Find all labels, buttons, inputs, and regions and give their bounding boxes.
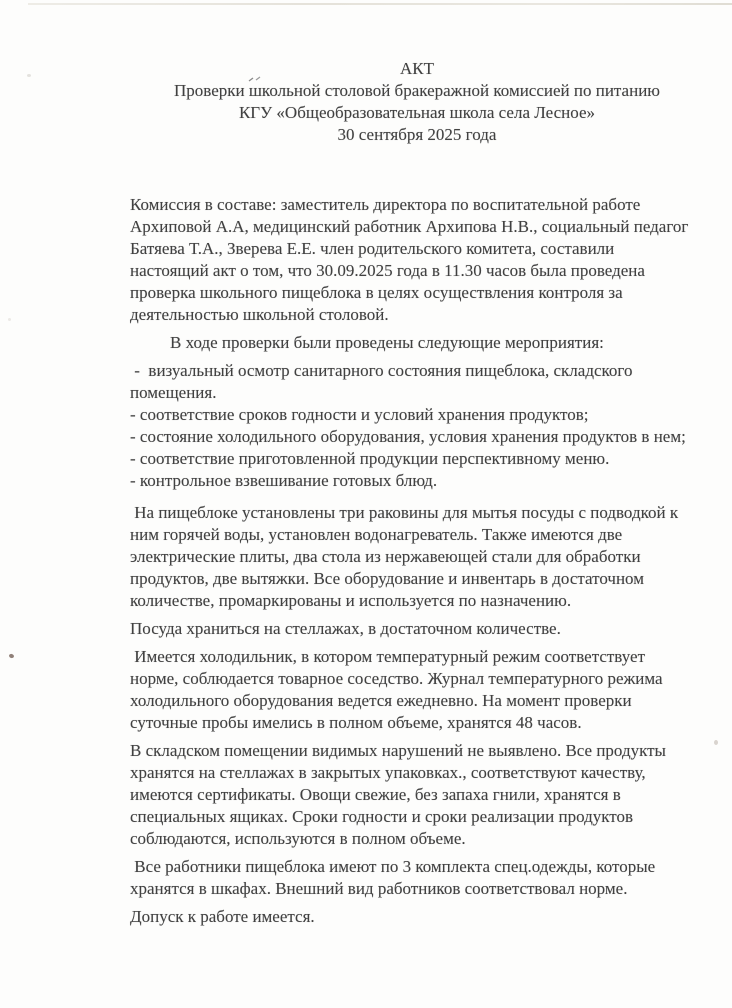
document-content [130,58,704,928]
text-line: соблюдаются, используются в полном объеме. [130,829,466,848]
paragraph-events-intro [130,332,704,354]
text-line: хранятся в шкафах. Внешний вид работников соответствовал норме. [130,879,628,898]
list-item: - соответствие сроков годности и условий хранения продуктов; [130,405,589,424]
title-line-subject: Проверки школьной столовой бракеражной комиссией по питанию [173,81,660,100]
list-item: помещения. [130,383,217,402]
text-line: продуктов, две вытяжки. Все оборудование и инвентарь в достаточном [130,569,644,588]
text-line: проверка школьного пищеблока в целях осуществления контроля за [130,283,623,302]
list-item: - соответствие приготовленной продукции перспективному меню. [130,449,610,468]
scan-speck [8,318,11,321]
text-line: Архиповой А.А, медицинский работник Архипова Н.В., социальный педагог [130,217,689,236]
text-line: ним горячей воды, установлен водонагреватель. Также имеются две [130,525,623,544]
text-line: холодильного оборудования ведется ежедневно. На момент проверки [130,691,632,710]
paragraph-fridge [130,646,704,734]
list-item: - контрольное взвешивание готовых блюд. [130,471,438,490]
paragraph-storage [130,740,704,850]
title-line-date: 30 сентября 2025 года [337,125,497,144]
text-line: норме, соблюдается товарное соседство. Журнал температурного режима [130,669,663,688]
text-line: суточные пробы имелись в полном объеме, хранятся 48 часов. [130,713,582,732]
paragraph-events-list [130,360,704,492]
list-item: - состояние холодильного оборудования, условия хранения продуктов в нем; [130,427,686,446]
text-line: Посуда храниться на стеллажах, в достаточном количестве. [130,619,561,638]
paragraph-workers [130,856,704,900]
text-line: Имеется холодильник, в котором температурный режим соответствует [130,647,646,666]
document-title [130,58,704,146]
paragraph-admission [130,906,704,928]
text-line: На пищеблоке установлены три раковины для мытья посуды с подводкой к [130,503,679,522]
paragraph-dishes [130,618,704,640]
scan-speck [714,740,718,745]
text-line: электрические плиты, два стола из нержавеющей стали для обработки [130,547,641,566]
paragraph-commission [130,194,704,326]
title-line-school: КГУ «Общеобразовательная школа села Лесное» [238,103,596,122]
text-line: Допуск к работе имеется. [130,907,315,926]
text-line: Батяева Т.А., Зверева Е.Е. член родительского комитета, составили [130,239,615,258]
text-line: Комиссия в составе: заместитель директора по воспитательной работе [130,195,641,214]
text-line: В складском помещении видимых нарушений не выявлено. Все продукты [130,741,666,760]
text-line: Все работники пищеблока имеют по 3 комплекта спец.одежды, которые [130,857,656,876]
text-line: В ходе проверки были проведены следующие мероприятия: [170,333,604,352]
text-line: хранятся на стеллажах в закрытых упаковках., соответствуют качеству, [130,763,646,782]
text-line: имеются сертификаты. Овощи свежие, без запаха гнили, хранятся в [130,785,621,804]
text-line: количестве, промаркированы и используется по назначению. [130,591,572,610]
text-line: настоящий акт о том, что 30.09.2025 года в 11.30 часов была проведена [130,261,645,280]
paragraph-equipment [130,502,704,612]
list-item: - визуальный осмотр санитарного состояния пищеблока, складского [130,361,633,380]
text-line: деятельностью школьной столовой. [130,305,389,324]
scan-speck [27,74,31,77]
title-line-act: АКТ [400,59,434,78]
text-line: специальных ящиках. Сроки годности и сроки реализации продуктов [130,807,633,826]
scan-edge-artifact [28,3,732,5]
scan-speck [8,653,14,658]
